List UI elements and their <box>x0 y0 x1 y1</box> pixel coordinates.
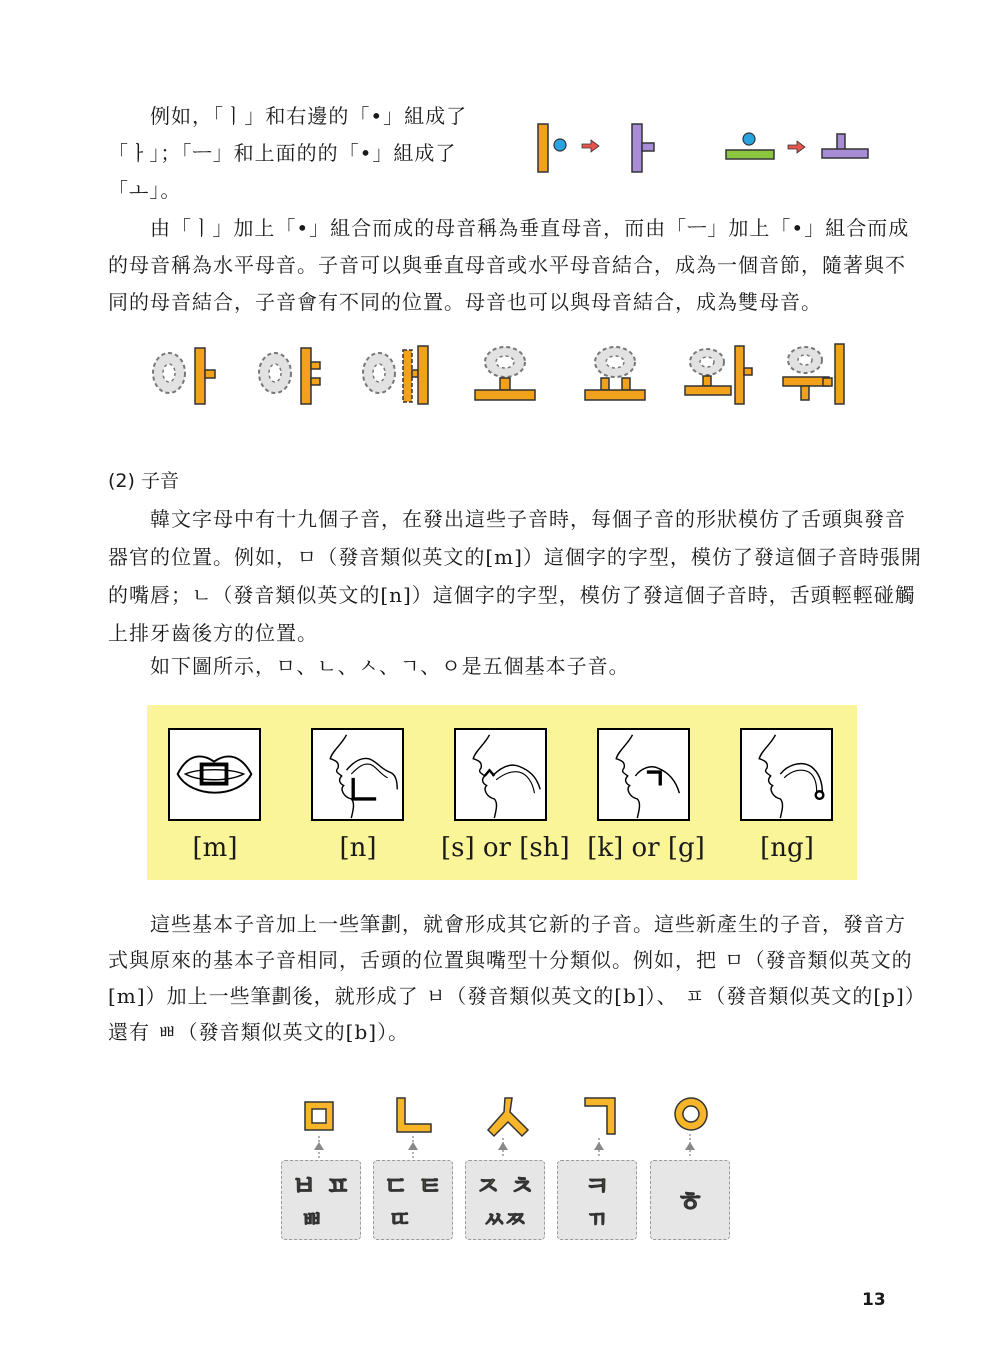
syllable-o <box>475 347 535 401</box>
n-letter-shape <box>353 778 376 799</box>
tongue-n-icon <box>313 730 402 819</box>
vertical-bar-shape <box>538 124 548 172</box>
s-letter-shape <box>485 770 495 776</box>
caption-ng: [ng] <box>760 833 814 863</box>
tongue-k-icon <box>599 730 688 819</box>
o-horizontal-shape <box>822 149 868 158</box>
derived-paragraph <box>108 906 926 1050</box>
vowel-line-2: 的母音稱為水平母音。子音可以與垂直母音或水平母音結合，成為一個音節，隨著與不 <box>108 253 906 277</box>
vowel-paragraph <box>108 210 909 321</box>
derived-line-4: 還有 ㅃ（發音類似英文的[b]）。 <box>108 1020 410 1044</box>
arrow-icon-2 <box>788 141 805 153</box>
syllable-wa-text: 와 <box>707 400 708 401</box>
basic-n-shape <box>397 1098 431 1132</box>
group-n-top: ㄷ ㅌ <box>383 1172 443 1202</box>
basic-consonant-line <box>150 648 630 685</box>
section-heading: (2) 子音 <box>108 470 179 492</box>
group-s-bottom: ㅆㅉ <box>483 1208 527 1233</box>
arrow-icon <box>582 140 599 152</box>
mouth-box-s <box>454 728 547 821</box>
k-letter-shape <box>647 772 660 785</box>
mouth-box-n <box>311 728 404 821</box>
intro-line-3: 「ㅗ」。 <box>108 178 182 202</box>
page-number: 13 <box>862 1290 886 1310</box>
vowel-composition-illustration <box>530 118 880 178</box>
mouth-box-k <box>597 728 690 821</box>
derived-line-1: 這些基本子音加上一些筆劃，就會形成其它新的子音。這些新產生的子音，發音方 <box>150 912 906 936</box>
derived-line-3: [m]）加上一些筆劃後，就形成了 ㅂ（發音類似英文的[b]）、 ㅍ（發音類似英文的[p]） <box>108 984 926 1008</box>
group-n-bottom: ㄸ <box>389 1208 411 1233</box>
basic-ng-shape <box>675 1098 707 1130</box>
consonant-paragraph <box>108 500 922 652</box>
horizontal-bar-shape <box>726 150 774 159</box>
dot-shape-2 <box>743 133 755 145</box>
syllable-yo <box>585 347 645 401</box>
basic-consonant-text: 如下圖所示，ㅁ、ㄴ、ㅅ、ㄱ、ㅇ是五個基本子音。 <box>150 654 630 678</box>
ng-letter-shape <box>816 791 824 799</box>
caption-m: [m] <box>192 833 238 863</box>
vowel-syllable-row <box>145 340 865 410</box>
consonant-line-3: 的嘴唇；ㄴ（發音類似英文的[n]）這個字的字型，模仿了發這個子音時，舌頭輕輕碰觸 <box>108 583 916 607</box>
syllable-wo <box>783 344 844 404</box>
derived-group-k <box>557 1160 637 1240</box>
dot-shape <box>554 139 566 151</box>
vowel-line-1: 由「ㅣ」加上「•」組合而成的母音稱為垂直母音，而由「ㅡ」加上「•」組合而成 <box>150 216 910 240</box>
o-stroke-shape <box>837 134 845 150</box>
syllable-wa <box>685 346 752 404</box>
syllable-ya <box>259 348 320 404</box>
caption-s: [s] or [sh] <box>441 833 570 863</box>
tongue-ng-icon <box>742 730 831 819</box>
lips-icon <box>170 730 259 819</box>
syllable-ae-text: 애 <box>390 400 391 401</box>
basic-k-shape <box>585 1098 615 1134</box>
intro-paragraph <box>108 98 467 209</box>
syllable-ya-text: 야 <box>285 400 286 401</box>
tongue-s-icon <box>456 730 545 819</box>
group-k-top: ㅋ <box>584 1172 610 1202</box>
group-m-top: ㅂ ㅍ <box>291 1172 351 1202</box>
consonant-line-2: 器官的位置。例如，ㅁ（發音類似英文的[m]）這個字的字型，模仿了發這個子音時張開 <box>108 545 922 569</box>
derived-group-ng <box>650 1160 730 1240</box>
group-k-bottom: ㄲ <box>586 1208 608 1233</box>
derived-line-2: 式與原來的基本子音相同，舌頭的位置與嘴型十分類似。例如，把 ㅁ（發音類似英文的 <box>108 948 913 972</box>
group-ng-top: ㅎ <box>676 1185 704 1218</box>
vowel-line-3: 同的母音結合，子音會有不同的位置。母音也可以與母音結合，成為雙母音。 <box>108 290 822 314</box>
caption-n: [n] <box>339 833 377 863</box>
mouth-box-ng <box>740 728 833 821</box>
basic-m-shape <box>305 1102 333 1130</box>
intro-line-1: 例如，「ㅣ」和右邊的「•」組成了 <box>150 104 468 128</box>
group-s-top: ㅈ ㅊ <box>475 1172 535 1202</box>
syllable-a <box>153 348 215 404</box>
a-vertical-shape <box>632 124 642 172</box>
a-stroke-shape <box>642 143 654 151</box>
derived-group-m <box>281 1160 361 1240</box>
basic-s-shape <box>488 1098 528 1136</box>
derived-group-n <box>373 1160 453 1240</box>
caption-k: [k] or [g] <box>587 833 705 863</box>
syllable-ae <box>363 346 428 404</box>
basic-consonant-shapes <box>295 1090 735 1160</box>
mouth-box-m <box>168 728 261 821</box>
consonant-line-4: 上排牙齒後方的位置。 <box>108 621 318 645</box>
group-m-bottom: ㅃ <box>301 1208 323 1233</box>
consonant-line-1: 韓文字母中有十九個子音，在發出這些子音時，每個子音的形狀模仿了舌頭與發音 <box>150 507 906 531</box>
syllable-a-text: 아 <box>180 400 181 401</box>
mouth-shape-diagram <box>147 705 857 880</box>
derived-group-s <box>465 1160 545 1240</box>
intro-line-2: 「ㅏ」；「ㅡ」和上面的的「•」組成了 <box>108 141 457 165</box>
